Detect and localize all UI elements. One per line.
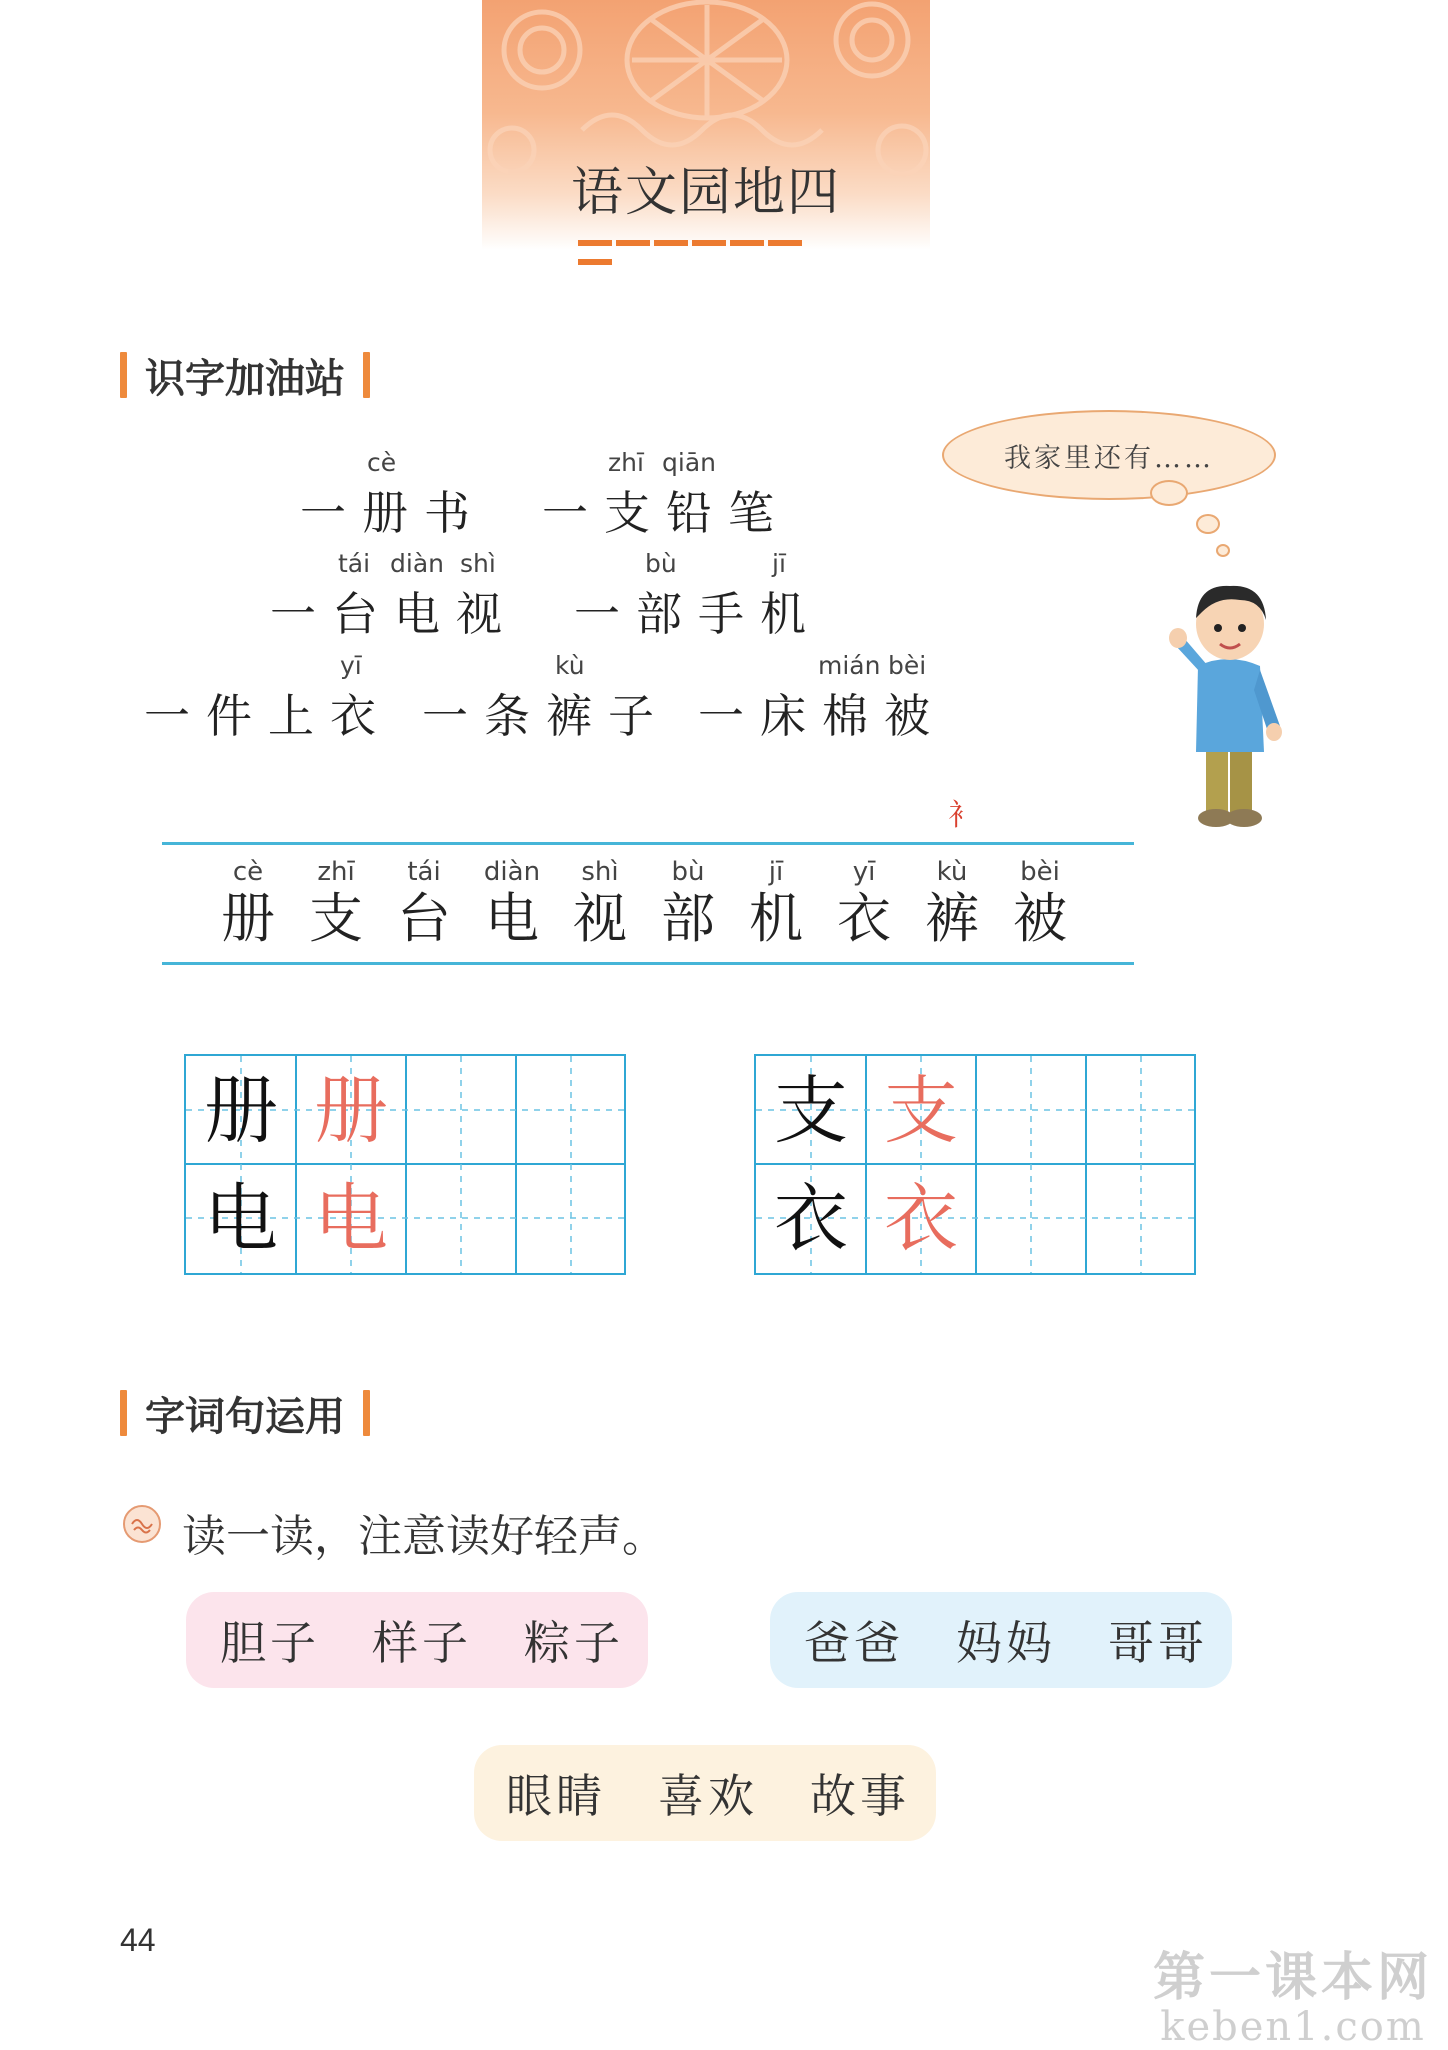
section-bar-right — [363, 352, 370, 398]
pinyin-tai: tái — [338, 549, 371, 578]
strip-cell — [292, 856, 380, 950]
strip-character: 视 — [573, 887, 627, 950]
phrase-5: 一件上衣 — [144, 689, 392, 743]
strip-cell — [556, 856, 644, 950]
strip-character: 机 — [749, 887, 803, 950]
watermark — [1148, 1947, 1438, 2050]
strip-cell — [732, 856, 820, 950]
strip-character: 支 — [309, 887, 363, 950]
title-underline — [578, 231, 838, 239]
pinyin-bu: bù — [645, 549, 677, 578]
thought-bubble — [942, 410, 1276, 500]
phrase-1: 一册书 — [300, 486, 486, 540]
word: 爸爸 — [804, 1616, 904, 1670]
model-character: 电 — [204, 1176, 278, 1262]
model-character: 衣 — [774, 1176, 848, 1262]
strip-pinyin: yī — [852, 857, 876, 887]
trace-character: 电 — [314, 1176, 388, 1262]
strip-cell — [996, 856, 1084, 950]
page-number: 44 — [120, 1922, 156, 1958]
instruction-text: 读一读，注意读好轻声。 — [182, 1511, 666, 1562]
model-character: 册 — [204, 1068, 278, 1154]
bubble-tail-dot — [1216, 544, 1230, 557]
section-bar-right — [363, 1390, 370, 1436]
strip-line-bottom — [162, 962, 1134, 965]
character-strip — [204, 856, 1084, 950]
trace-character: 册 — [314, 1068, 388, 1154]
word: 粽子 — [524, 1616, 624, 1670]
strip-character: 衣 — [837, 887, 891, 950]
strip-character: 电 — [485, 887, 539, 950]
section-label: 识字加油站 — [145, 355, 345, 402]
pinyin-dian: diàn — [390, 549, 444, 578]
strip-cell — [820, 856, 908, 950]
phrase-4: 一部手机 — [574, 587, 822, 641]
radical-hint: 衤 — [948, 798, 978, 833]
word-group-yellow — [474, 1745, 936, 1841]
pinyin-mian: mián — [818, 651, 881, 680]
phrase-7: 一床棉被 — [698, 689, 946, 743]
pinyin-shi: shì — [460, 549, 496, 578]
section-header-literacy — [120, 350, 370, 400]
pinyin-ku: kù — [555, 651, 585, 680]
strip-character: 台 — [397, 887, 451, 950]
model-character: 支 — [774, 1068, 848, 1154]
strip-pinyin: kù — [936, 857, 968, 887]
trace-character: 支 — [884, 1068, 958, 1154]
section-label: 字词句运用 — [145, 1393, 345, 1440]
strip-pinyin: bù — [671, 857, 705, 887]
word-group-blue — [770, 1592, 1232, 1688]
strip-pinyin: diàn — [483, 857, 541, 887]
strip-character: 册 — [221, 887, 275, 950]
strip-pinyin: jī — [768, 857, 784, 887]
read-aloud-icon — [122, 1504, 162, 1544]
strip-cell — [468, 856, 556, 950]
word: 喜欢 — [658, 1769, 758, 1823]
chapter-title: 语文园地四 — [570, 163, 841, 223]
strip-cell — [644, 856, 732, 950]
strip-cell — [204, 856, 292, 950]
section-header-word-use — [120, 1388, 370, 1438]
writing-grid — [184, 1054, 626, 1275]
word: 样子 — [372, 1616, 472, 1670]
pinyin-yi: yī — [340, 651, 362, 680]
section-bar-left — [120, 352, 127, 398]
writing-grid — [754, 1054, 1196, 1275]
bubble-text: 我家里还有…… — [1004, 442, 1214, 474]
word-group-pink — [186, 1592, 648, 1688]
word: 故事 — [810, 1769, 910, 1823]
strip-cell — [908, 856, 996, 950]
pinyin-bei: bèi — [888, 651, 927, 680]
phrase-6: 一条裤子 — [422, 689, 670, 743]
watermark-line1: 第一课本网 — [1152, 1947, 1433, 2008]
bubble-tail-dot — [1196, 514, 1220, 534]
pinyin-qian: qiān — [662, 448, 716, 477]
pinyin-ji: jī — [772, 549, 786, 578]
phrase-3: 一台电视 — [270, 587, 518, 641]
bubble-tail-dot — [1150, 480, 1188, 506]
phrase-2: 一支铅笔 — [542, 486, 790, 540]
watermark-line2: keben1.com — [1160, 2004, 1426, 2050]
strip-character: 部 — [661, 887, 715, 950]
section-bar-left — [120, 1390, 127, 1436]
strip-pinyin: zhī — [317, 857, 355, 887]
trace-character: 衣 — [884, 1176, 958, 1262]
strip-pinyin: bèi — [1020, 857, 1060, 887]
strip-character: 被 — [1013, 887, 1067, 950]
boy-illustration-icon — [1168, 566, 1288, 836]
pinyin-ce: cè — [367, 448, 397, 477]
strip-character: 裤 — [925, 887, 979, 950]
strip-pinyin: tái — [407, 857, 441, 887]
pinyin-zhi: zhī — [608, 448, 644, 477]
strip-cell — [380, 856, 468, 950]
word: 眼睛 — [506, 1769, 606, 1823]
strip-pinyin: shì — [581, 857, 619, 887]
word: 胆子 — [220, 1616, 320, 1670]
word: 妈妈 — [956, 1616, 1056, 1670]
word: 哥哥 — [1108, 1616, 1208, 1670]
strip-line-top — [162, 842, 1134, 845]
strip-pinyin: cè — [232, 857, 264, 887]
